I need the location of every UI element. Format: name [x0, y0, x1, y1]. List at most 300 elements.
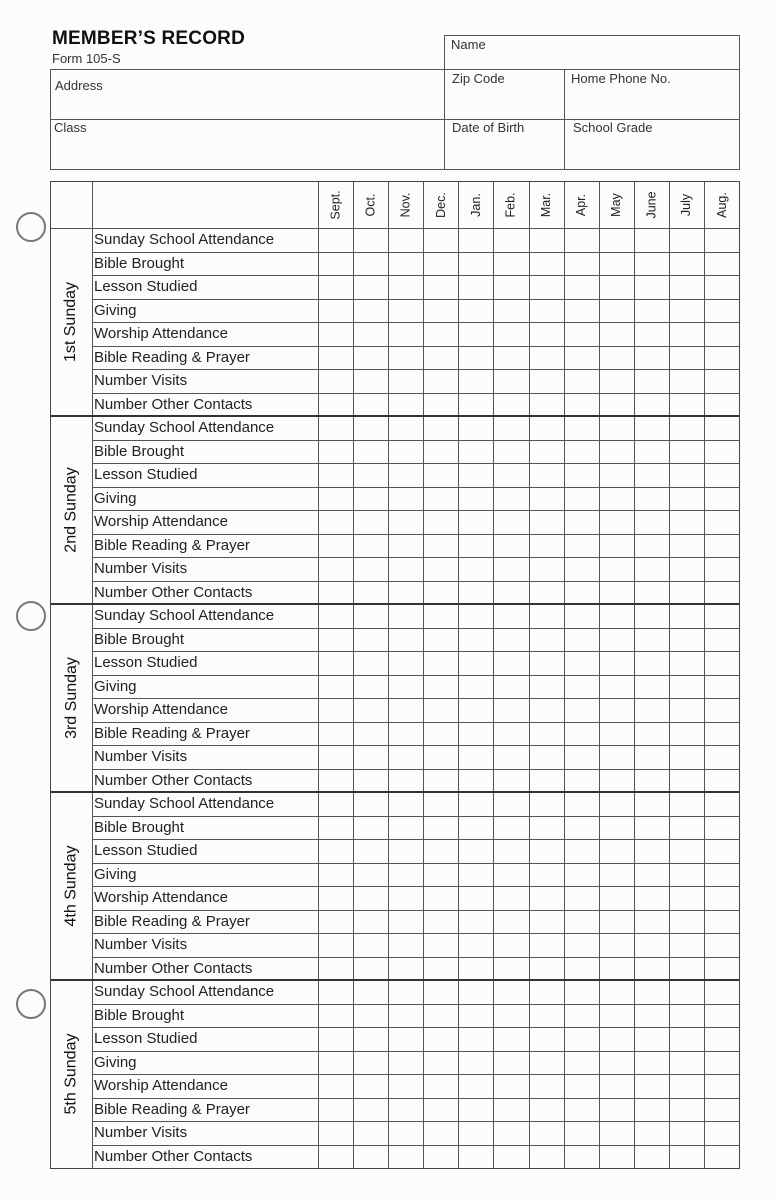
entry-cell[interactable]	[635, 840, 669, 863]
entry-cell[interactable]	[494, 958, 528, 981]
entry-cell[interactable]	[494, 1028, 528, 1051]
entry-cell[interactable]	[705, 887, 739, 910]
entry-cell[interactable]	[565, 558, 599, 581]
entry-cell[interactable]	[670, 934, 704, 957]
entry-cell[interactable]	[705, 1075, 739, 1098]
entry-cell[interactable]	[600, 1052, 634, 1075]
entry-cell[interactable]	[565, 1075, 599, 1098]
entry-cell[interactable]	[705, 652, 739, 675]
entry-cell[interactable]	[530, 864, 564, 887]
entry-cell[interactable]	[670, 417, 704, 440]
entry-cell[interactable]	[319, 840, 353, 863]
entry-cell[interactable]	[565, 793, 599, 816]
entry-cell[interactable]	[459, 253, 493, 276]
entry-cell[interactable]	[705, 770, 739, 793]
entry-cell[interactable]	[389, 793, 423, 816]
entry-cell[interactable]	[354, 370, 388, 393]
entry-cell[interactable]	[494, 300, 528, 323]
date-of-birth-field[interactable]	[445, 120, 563, 169]
entry-cell[interactable]	[319, 464, 353, 487]
school-grade-field[interactable]	[565, 120, 739, 169]
entry-cell[interactable]	[389, 417, 423, 440]
entry-cell[interactable]	[389, 323, 423, 346]
entry-cell[interactable]	[424, 652, 458, 675]
entry-cell[interactable]	[389, 676, 423, 699]
entry-cell[interactable]	[530, 1122, 564, 1145]
entry-cell[interactable]	[600, 817, 634, 840]
entry-cell[interactable]	[600, 699, 634, 722]
entry-cell[interactable]	[530, 1005, 564, 1028]
entry-cell[interactable]	[459, 770, 493, 793]
entry-cell[interactable]	[459, 511, 493, 534]
entry-cell[interactable]	[565, 347, 599, 370]
entry-cell[interactable]	[670, 394, 704, 417]
entry-cell[interactable]	[389, 1005, 423, 1028]
entry-cell[interactable]	[459, 558, 493, 581]
entry-cell[interactable]	[494, 840, 528, 863]
entry-cell[interactable]	[705, 1099, 739, 1122]
entry-cell[interactable]	[565, 1005, 599, 1028]
entry-cell[interactable]	[705, 464, 739, 487]
entry-cell[interactable]	[424, 417, 458, 440]
entry-cell[interactable]	[565, 441, 599, 464]
entry-cell[interactable]	[354, 699, 388, 722]
entry-cell[interactable]	[705, 370, 739, 393]
entry-cell[interactable]	[459, 793, 493, 816]
entry-cell[interactable]	[424, 699, 458, 722]
entry-cell[interactable]	[389, 229, 423, 252]
entry-cell[interactable]	[424, 370, 458, 393]
entry-cell[interactable]	[530, 770, 564, 793]
entry-cell[interactable]	[670, 370, 704, 393]
entry-cell[interactable]	[319, 535, 353, 558]
entry-cell[interactable]	[600, 1122, 634, 1145]
entry-cell[interactable]	[494, 276, 528, 299]
entry-cell[interactable]	[670, 582, 704, 605]
entry-cell[interactable]	[530, 1099, 564, 1122]
entry-cell[interactable]	[670, 347, 704, 370]
entry-cell[interactable]	[424, 605, 458, 628]
entry-cell[interactable]	[530, 394, 564, 417]
entry-cell[interactable]	[354, 1005, 388, 1028]
entry-cell[interactable]	[600, 464, 634, 487]
entry-cell[interactable]	[494, 370, 528, 393]
entry-cell[interactable]	[319, 1075, 353, 1098]
entry-cell[interactable]	[319, 394, 353, 417]
entry-cell[interactable]	[705, 958, 739, 981]
entry-cell[interactable]	[424, 981, 458, 1004]
entry-cell[interactable]	[600, 652, 634, 675]
entry-cell[interactable]	[705, 723, 739, 746]
entry-cell[interactable]	[459, 1075, 493, 1098]
entry-cell[interactable]	[600, 1146, 634, 1169]
entry-cell[interactable]	[705, 535, 739, 558]
entry-cell[interactable]	[670, 1099, 704, 1122]
entry-cell[interactable]	[635, 934, 669, 957]
entry-cell[interactable]	[354, 1075, 388, 1098]
entry-cell[interactable]	[705, 746, 739, 769]
entry-cell[interactable]	[565, 511, 599, 534]
entry-cell[interactable]	[600, 1099, 634, 1122]
entry-cell[interactable]	[354, 840, 388, 863]
entry-cell[interactable]	[389, 1052, 423, 1075]
entry-cell[interactable]	[670, 300, 704, 323]
entry-cell[interactable]	[424, 629, 458, 652]
entry-cell[interactable]	[530, 911, 564, 934]
entry-cell[interactable]	[459, 535, 493, 558]
entry-cell[interactable]	[354, 300, 388, 323]
entry-cell[interactable]	[494, 817, 528, 840]
entry-cell[interactable]	[459, 1052, 493, 1075]
entry-cell[interactable]	[600, 511, 634, 534]
entry-cell[interactable]	[389, 887, 423, 910]
entry-cell[interactable]	[494, 864, 528, 887]
entry-cell[interactable]	[494, 1099, 528, 1122]
entry-cell[interactable]	[565, 582, 599, 605]
entry-cell[interactable]	[600, 676, 634, 699]
entry-cell[interactable]	[670, 253, 704, 276]
entry-cell[interactable]	[354, 276, 388, 299]
entry-cell[interactable]	[670, 629, 704, 652]
address-field[interactable]	[51, 70, 443, 118]
entry-cell[interactable]	[389, 347, 423, 370]
entry-cell[interactable]	[389, 629, 423, 652]
entry-cell[interactable]	[494, 253, 528, 276]
entry-cell[interactable]	[459, 746, 493, 769]
entry-cell[interactable]	[389, 981, 423, 1004]
entry-cell[interactable]	[424, 441, 458, 464]
entry-cell[interactable]	[459, 652, 493, 675]
entry-cell[interactable]	[635, 229, 669, 252]
entry-cell[interactable]	[530, 488, 564, 511]
entry-cell[interactable]	[459, 1028, 493, 1051]
entry-cell[interactable]	[459, 676, 493, 699]
entry-cell[interactable]	[459, 417, 493, 440]
entry-cell[interactable]	[494, 229, 528, 252]
entry-cell[interactable]	[389, 699, 423, 722]
entry-cell[interactable]	[705, 582, 739, 605]
entry-cell[interactable]	[565, 535, 599, 558]
entry-cell[interactable]	[635, 817, 669, 840]
entry-cell[interactable]	[530, 793, 564, 816]
entry-cell[interactable]	[459, 582, 493, 605]
entry-cell[interactable]	[354, 394, 388, 417]
entry-cell[interactable]	[354, 582, 388, 605]
entry-cell[interactable]	[494, 934, 528, 957]
entry-cell[interactable]	[459, 441, 493, 464]
entry-cell[interactable]	[494, 582, 528, 605]
name-field[interactable]	[444, 35, 740, 70]
entry-cell[interactable]	[530, 699, 564, 722]
entry-cell[interactable]	[635, 1146, 669, 1169]
entry-cell[interactable]	[705, 911, 739, 934]
entry-cell[interactable]	[354, 535, 388, 558]
entry-cell[interactable]	[705, 276, 739, 299]
entry-cell[interactable]	[565, 488, 599, 511]
entry-cell[interactable]	[530, 253, 564, 276]
entry-cell[interactable]	[565, 229, 599, 252]
entry-cell[interactable]	[424, 394, 458, 417]
entry-cell[interactable]	[424, 1146, 458, 1169]
entry-cell[interactable]	[354, 793, 388, 816]
entry-cell[interactable]	[459, 817, 493, 840]
entry-cell[interactable]	[670, 1146, 704, 1169]
entry-cell[interactable]	[424, 1052, 458, 1075]
entry-cell[interactable]	[565, 958, 599, 981]
entry-cell[interactable]	[600, 417, 634, 440]
entry-cell[interactable]	[635, 746, 669, 769]
entry-cell[interactable]	[319, 934, 353, 957]
entry-cell[interactable]	[459, 347, 493, 370]
entry-cell[interactable]	[424, 1099, 458, 1122]
entry-cell[interactable]	[635, 864, 669, 887]
entry-cell[interactable]	[389, 840, 423, 863]
entry-cell[interactable]	[600, 887, 634, 910]
entry-cell[interactable]	[635, 629, 669, 652]
entry-cell[interactable]	[354, 817, 388, 840]
entry-cell[interactable]	[565, 394, 599, 417]
entry-cell[interactable]	[635, 652, 669, 675]
entry-cell[interactable]	[600, 276, 634, 299]
entry-cell[interactable]	[319, 1005, 353, 1028]
entry-cell[interactable]	[705, 793, 739, 816]
entry-cell[interactable]	[565, 652, 599, 675]
entry-cell[interactable]	[494, 887, 528, 910]
entry-cell[interactable]	[635, 1052, 669, 1075]
entry-cell[interactable]	[565, 1028, 599, 1051]
entry-cell[interactable]	[494, 535, 528, 558]
entry-cell[interactable]	[670, 1075, 704, 1098]
entry-cell[interactable]	[354, 911, 388, 934]
entry-cell[interactable]	[459, 464, 493, 487]
entry-cell[interactable]	[565, 887, 599, 910]
entry-cell[interactable]	[494, 746, 528, 769]
entry-cell[interactable]	[459, 699, 493, 722]
entry-cell[interactable]	[389, 464, 423, 487]
entry-cell[interactable]	[565, 370, 599, 393]
entry-cell[interactable]	[600, 441, 634, 464]
entry-cell[interactable]	[565, 746, 599, 769]
entry-cell[interactable]	[600, 1005, 634, 1028]
entry-cell[interactable]	[319, 558, 353, 581]
entry-cell[interactable]	[494, 488, 528, 511]
entry-cell[interactable]	[319, 253, 353, 276]
entry-cell[interactable]	[354, 417, 388, 440]
entry-cell[interactable]	[319, 981, 353, 1004]
entry-cell[interactable]	[565, 629, 599, 652]
entry-cell[interactable]	[494, 1146, 528, 1169]
entry-cell[interactable]	[459, 300, 493, 323]
entry-cell[interactable]	[459, 887, 493, 910]
entry-cell[interactable]	[565, 817, 599, 840]
entry-cell[interactable]	[424, 582, 458, 605]
entry-cell[interactable]	[319, 417, 353, 440]
entry-cell[interactable]	[600, 253, 634, 276]
entry-cell[interactable]	[424, 300, 458, 323]
entry-cell[interactable]	[670, 441, 704, 464]
entry-cell[interactable]	[705, 441, 739, 464]
entry-cell[interactable]	[319, 864, 353, 887]
entry-cell[interactable]	[459, 1099, 493, 1122]
entry-cell[interactable]	[635, 464, 669, 487]
entry-cell[interactable]	[354, 934, 388, 957]
entry-cell[interactable]	[565, 1146, 599, 1169]
entry-cell[interactable]	[424, 817, 458, 840]
entry-cell[interactable]	[670, 1005, 704, 1028]
entry-cell[interactable]	[319, 699, 353, 722]
entry-cell[interactable]	[459, 840, 493, 863]
entry-cell[interactable]	[565, 464, 599, 487]
entry-cell[interactable]	[319, 370, 353, 393]
entry-cell[interactable]	[389, 441, 423, 464]
entry-cell[interactable]	[319, 300, 353, 323]
entry-cell[interactable]	[459, 629, 493, 652]
entry-cell[interactable]	[319, 629, 353, 652]
entry-cell[interactable]	[354, 887, 388, 910]
entry-cell[interactable]	[635, 276, 669, 299]
entry-cell[interactable]	[635, 887, 669, 910]
entry-cell[interactable]	[670, 840, 704, 863]
entry-cell[interactable]	[424, 323, 458, 346]
entry-cell[interactable]	[565, 840, 599, 863]
entry-cell[interactable]	[600, 323, 634, 346]
entry-cell[interactable]	[530, 229, 564, 252]
entry-cell[interactable]	[424, 934, 458, 957]
entry-cell[interactable]	[600, 347, 634, 370]
entry-cell[interactable]	[705, 1052, 739, 1075]
entry-cell[interactable]	[565, 770, 599, 793]
entry-cell[interactable]	[635, 723, 669, 746]
entry-cell[interactable]	[670, 981, 704, 1004]
entry-cell[interactable]	[494, 323, 528, 346]
class-field[interactable]	[51, 120, 443, 169]
entry-cell[interactable]	[600, 558, 634, 581]
entry-cell[interactable]	[354, 981, 388, 1004]
entry-cell[interactable]	[565, 676, 599, 699]
entry-cell[interactable]	[424, 1005, 458, 1028]
entry-cell[interactable]	[565, 300, 599, 323]
entry-cell[interactable]	[319, 793, 353, 816]
entry-cell[interactable]	[530, 840, 564, 863]
entry-cell[interactable]	[530, 958, 564, 981]
entry-cell[interactable]	[670, 911, 704, 934]
entry-cell[interactable]	[635, 582, 669, 605]
entry-cell[interactable]	[354, 629, 388, 652]
entry-cell[interactable]	[600, 981, 634, 1004]
entry-cell[interactable]	[635, 1075, 669, 1098]
entry-cell[interactable]	[635, 1028, 669, 1051]
entry-cell[interactable]	[635, 488, 669, 511]
entry-cell[interactable]	[635, 793, 669, 816]
entry-cell[interactable]	[424, 229, 458, 252]
entry-cell[interactable]	[459, 605, 493, 628]
entry-cell[interactable]	[530, 511, 564, 534]
entry-cell[interactable]	[494, 558, 528, 581]
entry-cell[interactable]	[494, 417, 528, 440]
entry-cell[interactable]	[530, 981, 564, 1004]
home-phone-field[interactable]	[565, 70, 739, 118]
entry-cell[interactable]	[635, 323, 669, 346]
entry-cell[interactable]	[600, 300, 634, 323]
entry-cell[interactable]	[705, 394, 739, 417]
entry-cell[interactable]	[319, 911, 353, 934]
entry-cell[interactable]	[600, 911, 634, 934]
entry-cell[interactable]	[354, 770, 388, 793]
entry-cell[interactable]	[635, 1005, 669, 1028]
entry-cell[interactable]	[354, 558, 388, 581]
entry-cell[interactable]	[670, 276, 704, 299]
entry-cell[interactable]	[389, 370, 423, 393]
entry-cell[interactable]	[389, 535, 423, 558]
entry-cell[interactable]	[424, 793, 458, 816]
entry-cell[interactable]	[319, 676, 353, 699]
entry-cell[interactable]	[354, 1028, 388, 1051]
entry-cell[interactable]	[424, 676, 458, 699]
entry-cell[interactable]	[600, 582, 634, 605]
entry-cell[interactable]	[354, 323, 388, 346]
entry-cell[interactable]	[319, 582, 353, 605]
entry-cell[interactable]	[565, 253, 599, 276]
entry-cell[interactable]	[319, 770, 353, 793]
entry-cell[interactable]	[705, 605, 739, 628]
entry-cell[interactable]	[600, 840, 634, 863]
entry-cell[interactable]	[530, 652, 564, 675]
entry-cell[interactable]	[424, 864, 458, 887]
entry-cell[interactable]	[565, 1099, 599, 1122]
entry-cell[interactable]	[600, 605, 634, 628]
entry-cell[interactable]	[389, 934, 423, 957]
entry-cell[interactable]	[424, 770, 458, 793]
entry-cell[interactable]	[424, 535, 458, 558]
entry-cell[interactable]	[705, 817, 739, 840]
entry-cell[interactable]	[319, 887, 353, 910]
entry-cell[interactable]	[389, 394, 423, 417]
entry-cell[interactable]	[600, 1028, 634, 1051]
entry-cell[interactable]	[670, 817, 704, 840]
entry-cell[interactable]	[459, 370, 493, 393]
entry-cell[interactable]	[705, 1005, 739, 1028]
entry-cell[interactable]	[530, 887, 564, 910]
entry-cell[interactable]	[670, 1122, 704, 1145]
entry-cell[interactable]	[635, 300, 669, 323]
entry-cell[interactable]	[705, 840, 739, 863]
entry-cell[interactable]	[459, 323, 493, 346]
entry-cell[interactable]	[459, 934, 493, 957]
entry-cell[interactable]	[705, 229, 739, 252]
entry-cell[interactable]	[705, 864, 739, 887]
entry-cell[interactable]	[494, 1122, 528, 1145]
entry-cell[interactable]	[424, 253, 458, 276]
entry-cell[interactable]	[705, 1146, 739, 1169]
entry-cell[interactable]	[565, 699, 599, 722]
entry-cell[interactable]	[459, 276, 493, 299]
entry-cell[interactable]	[635, 347, 669, 370]
entry-cell[interactable]	[389, 746, 423, 769]
entry-cell[interactable]	[459, 394, 493, 417]
entry-cell[interactable]	[705, 300, 739, 323]
entry-cell[interactable]	[354, 347, 388, 370]
entry-cell[interactable]	[705, 1028, 739, 1051]
entry-cell[interactable]	[565, 417, 599, 440]
entry-cell[interactable]	[670, 723, 704, 746]
entry-cell[interactable]	[459, 958, 493, 981]
entry-cell[interactable]	[530, 934, 564, 957]
entry-cell[interactable]	[705, 934, 739, 957]
entry-cell[interactable]	[635, 558, 669, 581]
entry-cell[interactable]	[459, 911, 493, 934]
entry-cell[interactable]	[600, 629, 634, 652]
entry-cell[interactable]	[600, 723, 634, 746]
